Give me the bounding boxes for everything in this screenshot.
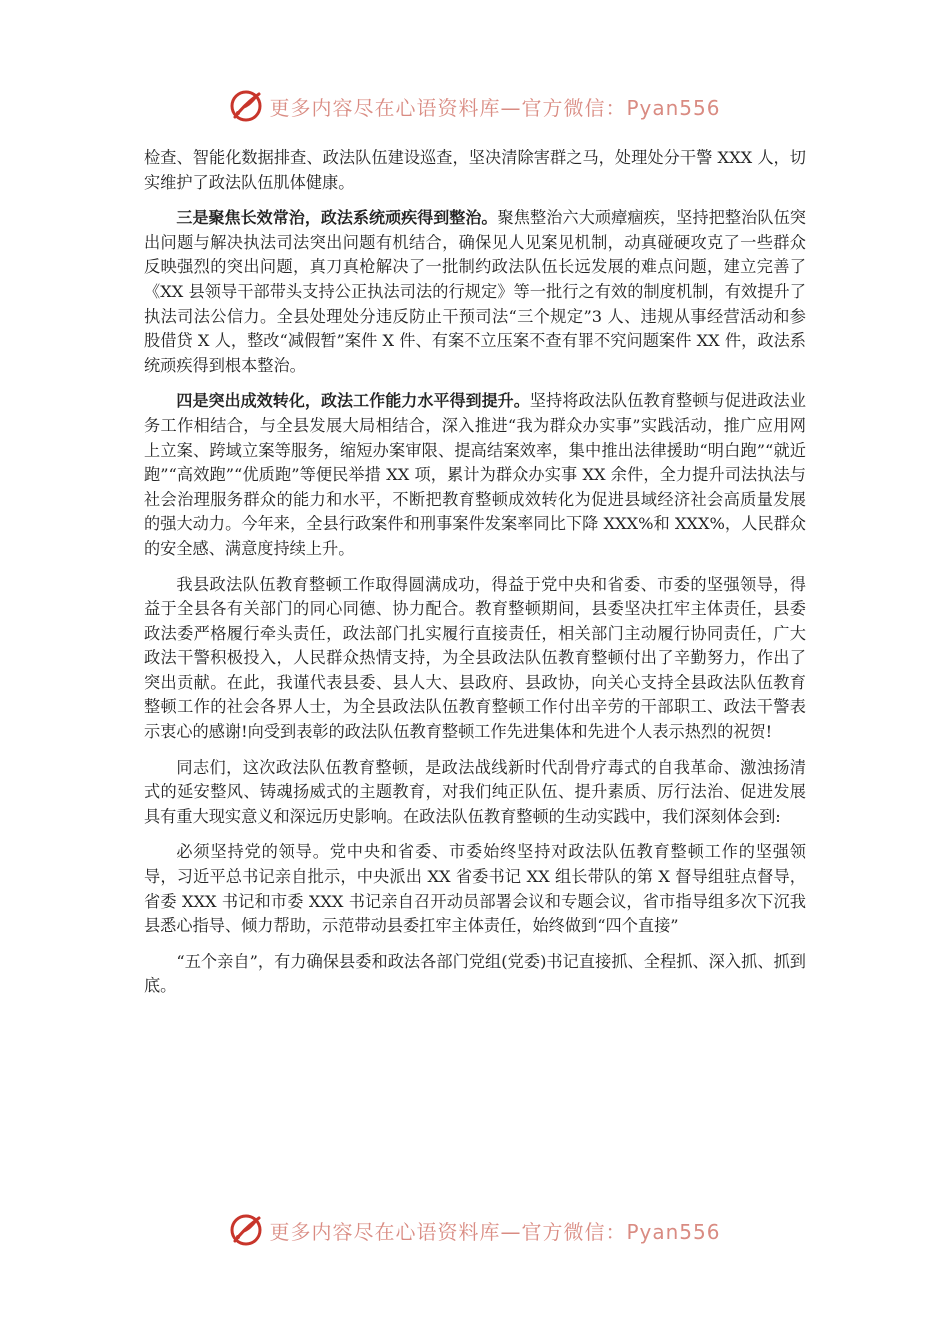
paragraph-1-text: 检查、智能化数据排查、政法队伍建设巡查，坚决清除害群之马，处理处分干警 XXX 人，切实维护了政法队伍肌体健康。	[144, 148, 806, 192]
paragraph-5-text: 同志们，这次政法队伍教育整顿，是政法战线新时代刮骨疗毒式的自我革命、激浊扬清式的延安整风、铸魂扬威式的主题教育，对我们纯正队伍、提升素质、厉行法治、促进发展具有重大现实意义和深远历史影响。在政法队伍教育整顿的生动实践中，我们深刻体会到:	[144, 757, 806, 826]
paragraph-6	[144, 840, 806, 938]
watermark-text: 更多内容尽在心语资料库—官方微信：Pyan556	[269, 1219, 721, 1244]
header-watermark-banner	[0, 86, 950, 126]
paragraph-4	[144, 573, 806, 745]
paragraph-6-text: 必须坚持党的领导。党中央和省委、市委始终坚持对政法队伍教育整顿工作的坚强领导，习近平总书记亲自批示，中央派出 XX 省委书记 XX 组长带队的第 X 督导组驻点督导，省委 XXX 书记和市委 XXX 书记亲自召开动员部署会议和专题会议，省市指导组多次下沉我县悉心指导、倾力帮助，示范带动县委扛牢主体责任，始终做到“四个直接”	[144, 842, 806, 936]
paragraph-7-text: “五个亲自”，有力确保县委和政法各部门党组(党委)书记直接抓、全程抓、深入抓、抓到底。	[144, 951, 806, 996]
paragraph-3-text: 坚持将政法队伍教育整顿与促进政法业务工作相结合，与全县发展大局相结合，深入推进“我为群众办实事”实践活动，推广应用网上立案、跨域立案等服务，缩短办案审限、提高结案效率，集中推出法律援助“明白跑”“就近跑”“高效跑”“优质跑”等便民举措 XX 项，累计为群众办实事 XX 余件，全力提升司法执法与社会治理服务群众的能力和水平，不断把教育整顿成效转化为促进县域经济社会高质量发展的强大动力。今年来，全县行政案件和刑事案件发案率同比下降 XXX%和 XXX%，人民群众的安全感、满意度持续上升。	[144, 391, 806, 558]
paragraph-5	[144, 756, 806, 830]
paragraph-3	[144, 389, 806, 561]
quill-pen-logo-icon	[229, 89, 263, 123]
paragraph-4-text: 我县政法队伍教育整顿工作取得圆满成功，得益于党中央和省委、市委的坚强领导，得益于全县各有关部门的同心同德、协力配合。教育整顿期间，县委坚决扛牢主体责任，县委政法委严格履行牵头责任，政法部门扎实履行直接责任，相关部门主动履行协同责任，广大政法干警积极投入，人民群众热情支持，为全县政法队伍教育整顿付出了辛勤努力，作出了突出贡献。在此，我谨代表县委、县人大、县政府、县政协，向关心支持全县政法队伍教育整顿工作的社会各界人士，为全县政法队伍教育整顿工作付出辛劳的干部职工、政法干警表示衷心的感谢!向受到表彰的政法队伍教育整顿工作先进集体和先进个人表示热烈的祝贺!	[144, 574, 806, 742]
paragraph-7	[144, 950, 806, 999]
watermark-text: 更多内容尽在心语资料库—官方微信：Pyan556	[269, 95, 721, 120]
paragraph-2-lead: 三是聚焦长效常治，政法系统顽疾得到整治。	[176, 208, 498, 228]
document-body	[144, 146, 806, 1010]
quill-pen-logo-icon	[229, 1213, 263, 1247]
footer-watermark-banner	[0, 1210, 950, 1250]
paragraph-1	[144, 146, 806, 195]
paragraph-2	[144, 206, 806, 378]
paragraph-3-lead: 四是突出成效转化，政法工作能力水平得到提升。	[176, 391, 530, 411]
paragraph-2-text: 聚焦整治六大顽瘴痼疾，坚持把整治队伍突出问题与解决执法司法突出问题有机结合，确保见人见案见机制，动真碰硬攻克了一些群众反映强烈的突出问题，真刀真枪解决了一批制约政法队伍长远发展的难点问题，建立完善了《XX 县领导干部带头支持公正执法司法的行规定》等一批行之有效的制度机制，有效提升了执法司法公信力。全县处理处分违反防止干预司法“三个规定”3 人、违规从事经营活动和参股借贷 X 人，整改“减假暂”案件 X 件、有案不立压案不查有罪不究问题案件 XX 件，政法系统顽疾得到根本整治。	[144, 208, 806, 375]
